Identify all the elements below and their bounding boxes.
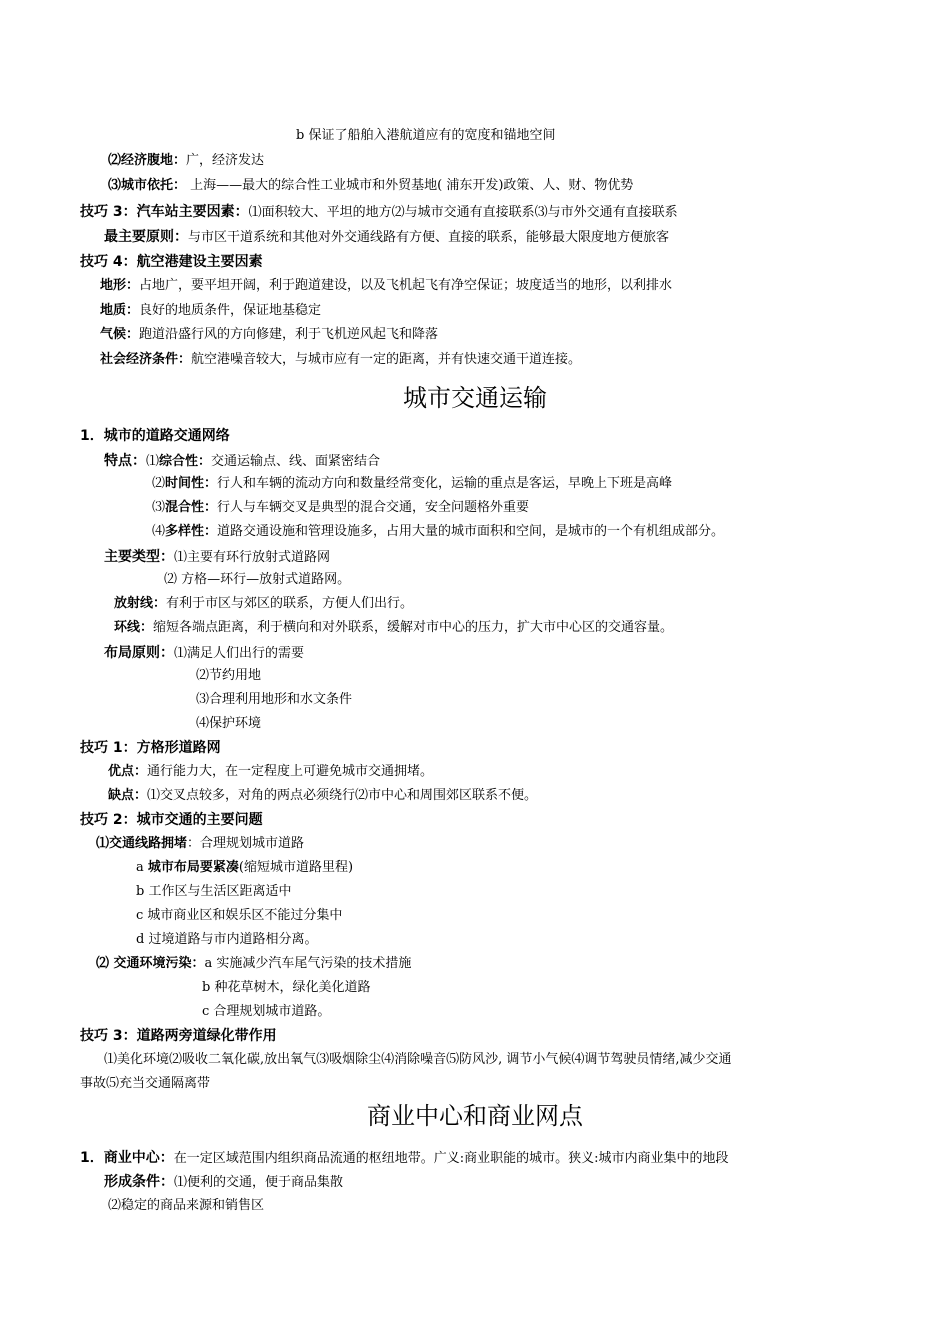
text-line: [108, 1197, 264, 1215]
item-label: 布局原则：: [104, 645, 174, 661]
item-label: ⑵经济腹地：: [108, 153, 187, 168]
section-heading: 技巧 2：城市交通的主要问题: [80, 812, 263, 828]
item-label: 形成条件：: [104, 1174, 174, 1190]
item-text: ⑷保护环境: [196, 716, 262, 731]
item-text: 事故⑸充当交通隔离带: [80, 1076, 211, 1091]
item-label: 气候：: [100, 327, 140, 342]
item-label: 多样性：: [165, 524, 218, 539]
item-number: a: [136, 860, 148, 875]
item-text: 交通运输点、线、面紧密结合: [211, 454, 381, 469]
item-label: 综合性：: [159, 454, 212, 469]
section-title: 商业中心和商业网点: [367, 1102, 583, 1130]
item-text: ⑵节约用地: [196, 668, 262, 683]
item-label: 混合性：: [165, 500, 218, 515]
text-line: [136, 883, 291, 901]
text-line: [136, 859, 353, 877]
section-heading: 1．商业中心：: [80, 1150, 174, 1166]
text-line: [104, 547, 330, 567]
text-line: [108, 177, 633, 195]
item-label: ⑴交通线路拥堵: [96, 836, 188, 851]
item-label: ⑵ 交通环境污染：: [96, 956, 205, 971]
text-line: [152, 475, 672, 493]
item-text: ⑶合理利用地形和水文条件: [196, 692, 353, 707]
text-line: [152, 523, 724, 541]
item-label: 优点：: [108, 764, 148, 779]
text-line: [104, 227, 669, 247]
item-label: 最主要原则：: [104, 229, 188, 245]
item-label: 社会经济条件：: [100, 352, 192, 367]
text-line: [96, 955, 411, 973]
item-text: 缩短各端点距离，利于横向和对外联系，缓解对市中心的压力，扩大市中心区的交通容量。: [153, 620, 674, 635]
text-line: [196, 667, 261, 685]
item-text: ⑴美化环境⑵吸收二氧化碳,放出氧气⑶吸烟除尘⑷消除噪音⑸防风沙, 调节小气候⑷调节驾驶员情绪,减少交通: [104, 1052, 732, 1067]
section-heading: 技巧 3：汽车站主要因素：: [80, 204, 249, 220]
item-text: 在一定区域范围内组织商品流通的枢纽地带。广义:商业职能的城市。狭义:城市内商业集中的地段: [173, 1151, 729, 1166]
item-text: 上海——最大的综合性工业城市和外贸基地( 浦东开发)政策、人、财、物优势: [186, 178, 634, 193]
text-line: [100, 302, 321, 320]
item-text: 与市区干道系统和其他对外交通线路有方便、直接的联系，能够最大限度地方便旅客: [188, 230, 670, 245]
item-text: b 工作区与生活区距离适中: [136, 884, 292, 899]
item-text: 行人与车辆交叉是典型的混合交通，安全问题格外重要: [217, 500, 530, 515]
item-text: ⑴主要有环行放射式道路网: [174, 550, 331, 565]
item-text: ⑵ 方格—环行—放射式道路网。: [164, 572, 351, 587]
text-line: [100, 326, 438, 344]
item-text: 有利于市区与郊区的联系，方便人们出行。: [166, 596, 414, 611]
item-number: ⑵: [152, 476, 166, 491]
text-line: [196, 715, 261, 733]
item-label: 环线：: [114, 620, 154, 635]
text-line: [96, 835, 304, 853]
item-number: ⑶: [152, 500, 166, 515]
item-text: c 合理规划城市道路。: [202, 1004, 331, 1019]
section-heading: 技巧 4：航空港建设主要因素: [80, 254, 263, 270]
text-line: [136, 931, 317, 949]
text-line: [108, 152, 264, 170]
item-text: ⑴面积较大、平坦的地方⑵与城市交通有直接联系⑶与市外交通有直接联系: [248, 205, 678, 220]
item-text: d 过境道路与市内道路相分离。: [136, 932, 318, 947]
text-line: [164, 571, 350, 589]
text-line: [108, 763, 433, 781]
text-line: [114, 595, 413, 613]
item-label: 地形：: [100, 278, 140, 293]
item-label: 城市布局要紧凑: [147, 860, 239, 875]
item-number: ⑴: [146, 454, 160, 469]
item-label: 时间性：: [165, 476, 218, 491]
text-line: [114, 619, 673, 637]
text-line: [108, 787, 537, 805]
item-text: 广，经济发达: [186, 153, 265, 168]
text-line: [80, 1075, 210, 1093]
text-line: [104, 643, 304, 663]
item-text: ⑴满足人们出行的需要: [174, 646, 305, 661]
text-line: [80, 202, 678, 222]
item-text: ：合理规划城市道路: [187, 836, 305, 851]
line-text: b 保证了船舶入港航道应有的宽度和锚地空间: [296, 128, 556, 143]
item-label: 地质：: [100, 303, 140, 318]
item-label: 特点：: [104, 453, 146, 469]
section-title: 城市交通运输: [403, 384, 547, 412]
text-line: [202, 1003, 330, 1021]
item-number: ⑷: [152, 524, 166, 539]
item-label: 主要类型：: [104, 549, 174, 565]
text-line: [196, 691, 352, 709]
item-text: ⑵稳定的商品来源和销售区: [108, 1198, 265, 1213]
item-text: b 种花草树木，绿化美化道路: [202, 980, 371, 995]
item-text: 道路交通设施和管理设施多，占用大量的城市面积和空间，是城市的一个有机组成部分。: [217, 524, 725, 539]
item-text: (缩短城市道路里程): [238, 860, 354, 875]
item-label: 缺点：: [108, 788, 148, 803]
item-text: 行人和车辆的流动方向和数量经常变化，运输的重点是客运，早晚上下班是高峰: [217, 476, 673, 491]
item-text: ⑴交叉点较多，对角的两点必须绕行⑵市中心和周围郊区联系不便。: [147, 788, 538, 803]
text-line: [136, 907, 342, 925]
text-line: [104, 1172, 343, 1192]
text-line: [152, 499, 529, 517]
text-line: [100, 351, 581, 369]
item-text: 良好的地质条件，保证地基稳定: [139, 303, 322, 318]
section-heading: 技巧 1：方格形道路网: [80, 740, 221, 756]
text-line: [104, 451, 380, 471]
item-text: 通行能力大，在一定程度上可避免城市交通拥堵。: [147, 764, 434, 779]
text-line: [100, 277, 672, 295]
text-line: [296, 127, 555, 145]
item-text: 跑道沿盛行风的方向修建，利于飞机逆风起飞和降落: [139, 327, 439, 342]
section-heading: 1．城市的道路交通网络: [80, 428, 230, 444]
item-label: ⑶城市依托：: [108, 178, 187, 193]
text-line: [80, 1148, 729, 1168]
section-heading: 技巧 3：道路两旁道绿化带作用: [80, 1028, 277, 1044]
item-text: c 城市商业区和娱乐区不能过分集中: [136, 908, 343, 923]
item-text: 航空港噪音较大，与城市应有一定的距离，并有快速交通干道连接。: [191, 352, 582, 367]
item-text: ⑴便利的交通，便于商品集散: [174, 1175, 344, 1190]
text-line: [104, 1051, 732, 1069]
item-text: 占地广，要平坦开阔，利于跑道建设，以及飞机起飞有净空保证；坡度适当的地形，以利排水: [139, 278, 673, 293]
item-text: a 实施减少汽车尾气污染的技术措施: [204, 956, 412, 971]
text-line: [202, 979, 370, 997]
item-label: 放射线：: [114, 596, 167, 611]
